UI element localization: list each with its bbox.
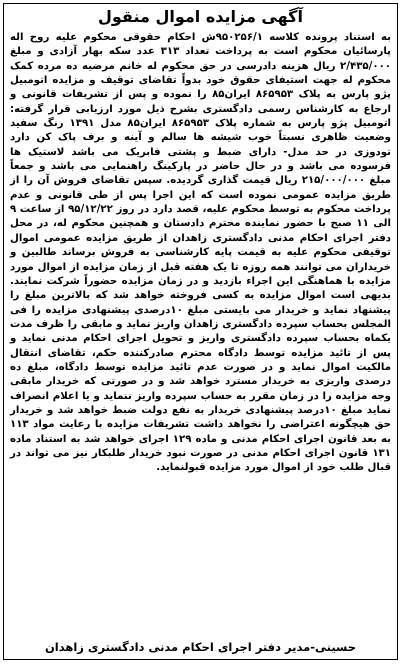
notice-signature: حسینی-مدیر دفتر اجرای احکام مدنی دادگستری زاهدان bbox=[44, 640, 357, 654]
notice-frame bbox=[3, 3, 398, 660]
notice-title: آگهی مزایده اموال منقول bbox=[98, 7, 303, 26]
notice-body: به استناد پرونده کلاسه ۹۵۰۲۵۶/۱ش احکام حقوقی محکوم علیه روح اله پارسائیان محکوم است به پرداخت تعداد ۳۱۳ عدد سکه بهار آزادی و مبلغ ۲/۴۳۵/۰۰۰ ریال هزینه دادرسی در حق محکوم له خانم مرضیه ده مرده کمک محکوم له جهت استیفای حقوق خود بدواً تقاضای توقیف و مزایده اتومبیل پژو پارس به پلاک ۸۶۵۹۵۳ ایران۸۵ را نموده و پس از تشریفات قانونی و ارجاع به کارشناس رسمی دادگستری بشرح ذیل مورد ارزیابی قرار گرفته: اتومبیل پژو پارس به شماره پلاک ۸۶۵۹۵۳ ایران۸۵ مدل ۱۳۹۱ رنگ سفید وضعیت ظاهری نسبتاً خوب شیشه ها سالم و آینه و برف پاک کن دارد تودوزی در حد مدل- دارای ضبط و پشتی فابریک می باشد لاستیک ها فرسوده می باشد و در حال حاضر در پارکینگ راهنمایی می باشد و جمعاً مبلغ ۲۱۵/۰۰۰/۰۰۰ ریال قیمت گذاری گردیده. سپس تقاضای فروش آن را از طریق مزایده عمومی نموده است که این اجرا پس از طی قانونی و عدم پرداخت محکوم به توسط محکوم علیه، قصد دارد در روز ۹۵/۱۲/۲۲ از ساعت ۹ الی ۱۱ صبح با حضور نماینده محترم دادستان و همچنین محکوم له، در محل دفتر اجرای احکام مدنی دادگستری زاهدان از طریق مزایده عمومی اموال توقیفی محکوم علیه به قیمت پایه کارشناسی به فروش برساند طالبین و خریداران می توانند همه روزه تا یک هفته قبل از زمان مزایده از اموال مورد مزایده با هماهنگی این اجراء بازدید و در زمان مزایده حضوراً شرکت نمایند. بدیهی است اموال مزایده به کسی فروخته خواهد شد که بالاترین مبلغ را پیشنهاد نماید و خریدار می بایستی مبلغ ۱۰درصدی پیشنهادی مزایده را فی المجلس بحساب سپرده دادگستری زاهدان واریز نماید و مابقی را ظرف مدت یکماه بحساب سپرده دادگستری واریز و تحویل اجرای احکام مدنی نماید و پس از تائید مزایده توسط دادگاه محترم صادرکننده حکم، تقاضای انتقال مالکیت اموال نماید و در صورت عدم تائید مزایده توسط دادگاه، مبلغ ده درصدی واریزی به خریدار مسترد خواهد شد و در صورتی که خریدار مابقی وجه مزایده را در زمان مقرر به حساب سپرده واریز ننماید و یا اعلام انصراف نماید مبلغ ۱۰درصد پیشنهادی خریدار به نفع دولت ضبط خواهد شد و خریدار حق هیچگونه اعتراضی را نخواهد داشت تشریفات مزایده با رعایت مواد ۱۱۳ به بعد قانون اجرای احکام مدنی و ماده ۱۲۹ اجرای خواهد شد به استناد ماده ۱۳۱ قانون اجرای احکام مدنی در صورت نبود خریدار طلبکار نیز می تواند در قبال طلب خود از اموال مورد مزایده قبولنماید. bbox=[10, 32, 392, 474]
